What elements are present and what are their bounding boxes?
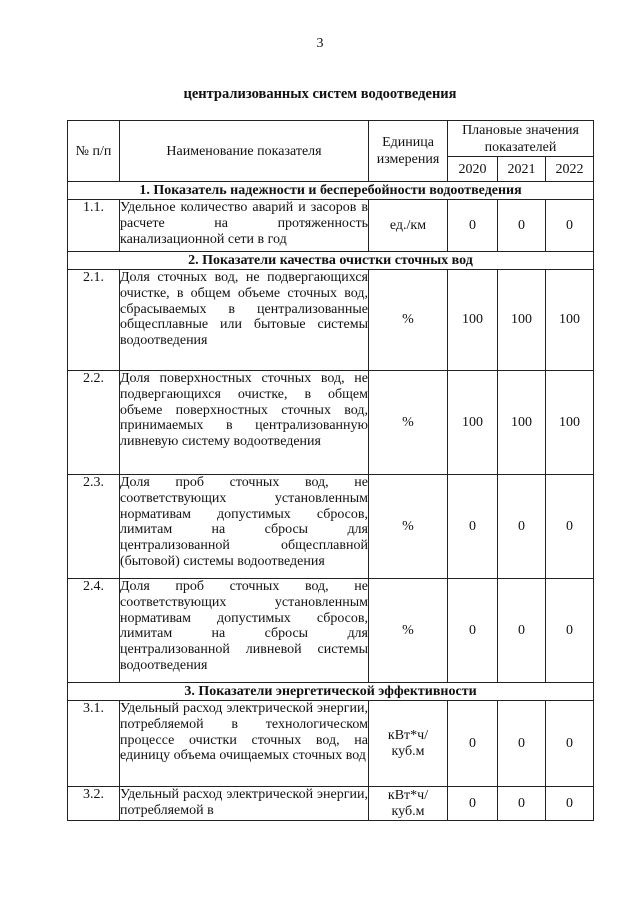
value-2020: 0 xyxy=(448,701,498,787)
value-2020: 0 xyxy=(448,579,498,683)
unit-text: кВт*ч/ куб.м xyxy=(387,787,429,819)
value-2021: 100 xyxy=(498,371,546,475)
indicator-name: Доля проб сточных вод, не соответствующих установленным нормативам допустимых сбросов, лимитам на сбросы для централизованной ливневой системы водоотведения xyxy=(120,579,369,683)
unit-text: % xyxy=(402,312,414,327)
table-body xyxy=(68,182,594,821)
table-header xyxy=(68,121,594,182)
indicator-name: Удельный расход электрической энергии, потребляемой в xyxy=(120,787,369,821)
unit-cell xyxy=(369,200,448,252)
value-2021: 100 xyxy=(498,270,546,371)
unit-text: кВт*ч/ куб.м xyxy=(387,727,429,759)
value-2021: 0 xyxy=(498,701,546,787)
header-unit: Единица измерения xyxy=(369,121,448,182)
unit-cell xyxy=(369,270,448,371)
value-2022: 0 xyxy=(546,787,594,821)
indicator-name: Удельный расход электрической энергии, потребляемой в технологическом процессе очистки сточных вод, на единицу объема очищаемых сточных вод xyxy=(120,701,369,787)
unit-text: % xyxy=(402,622,414,638)
unit-cell xyxy=(369,371,448,475)
value-2021: 0 xyxy=(498,579,546,683)
value-2022: 0 xyxy=(546,579,594,683)
value-2020: 100 xyxy=(448,371,498,475)
unit-text: ед./км xyxy=(389,217,427,233)
value-2021: 0 xyxy=(498,200,546,252)
value-2020: 0 xyxy=(448,475,498,579)
unit-cell xyxy=(369,475,448,579)
header-planned-values: Плановые значения показателей xyxy=(448,121,594,157)
row-number: 1.1. xyxy=(68,200,120,252)
value-2022: 0 xyxy=(546,200,594,252)
row-number: 2.1. xyxy=(68,270,120,371)
row-number: 2.4. xyxy=(68,579,120,683)
indicator-name: Доля поверхностных сточных вод, не подвергающихся очистке, в общем объеме поверхностных сточных вод, принимаемых в централизованную ливневую систему водоотведения xyxy=(120,371,369,475)
row-number: 2.2. xyxy=(68,371,120,475)
row-number: 3.2. xyxy=(68,787,120,821)
header-year: 2022 xyxy=(546,157,594,182)
header-name: Наименование показателя xyxy=(120,121,369,182)
table-row xyxy=(68,475,594,579)
table-row xyxy=(68,200,594,252)
unit-text: % xyxy=(402,414,414,430)
table-row xyxy=(68,787,594,821)
row-number: 3.1. xyxy=(68,701,120,787)
row-number: 2.3. xyxy=(68,475,120,579)
value-2022: 0 xyxy=(546,475,594,579)
indicator-name: Доля проб сточных вод, не соответствующих установленным нормативам допустимых сбросов, лимитам на сбросы для централизованной общесплавной (бытовой) системы водоотведения xyxy=(120,475,369,579)
table-row xyxy=(68,701,594,787)
indicator-name: Доля сточных вод, не подвергающихся очистке, в общем объеме сточных вод, сбрасываемых в централизованные общесплавные или бытовые системы водоотведения xyxy=(120,270,369,371)
header-num: № п/п xyxy=(68,121,120,182)
value-2020: 0 xyxy=(448,200,498,252)
section-title: 1. Показатель надежности и бесперебойности водоотведения xyxy=(68,182,594,200)
indicator-name: Удельное количество аварий и засоров в расчете на протяженность канализационной сети в год xyxy=(120,200,369,252)
header-year: 2020 xyxy=(448,157,498,182)
section-title: 3. Показатели энергетической эффективности xyxy=(68,683,594,701)
header-year: 2021 xyxy=(498,157,546,182)
unit-cell xyxy=(369,787,448,821)
value-2022: 100 xyxy=(546,371,594,475)
table-row xyxy=(68,270,594,371)
value-2021: 0 xyxy=(498,787,546,821)
value-2022: 0 xyxy=(546,701,594,787)
value-2021: 0 xyxy=(498,475,546,579)
table-row xyxy=(68,579,594,683)
unit-cell xyxy=(369,579,448,683)
unit-cell xyxy=(369,701,448,787)
value-2022: 100 xyxy=(546,270,594,371)
section-title: 2. Показатели качества очистки сточных вод xyxy=(68,252,594,270)
indicators-table xyxy=(67,120,594,821)
value-2020: 100 xyxy=(448,270,498,371)
page-number: 3 xyxy=(316,36,324,51)
value-2020: 0 xyxy=(448,787,498,821)
table-row xyxy=(68,371,594,475)
unit-text: % xyxy=(402,518,414,534)
document-title: централизованных систем водоотведения xyxy=(183,86,457,102)
